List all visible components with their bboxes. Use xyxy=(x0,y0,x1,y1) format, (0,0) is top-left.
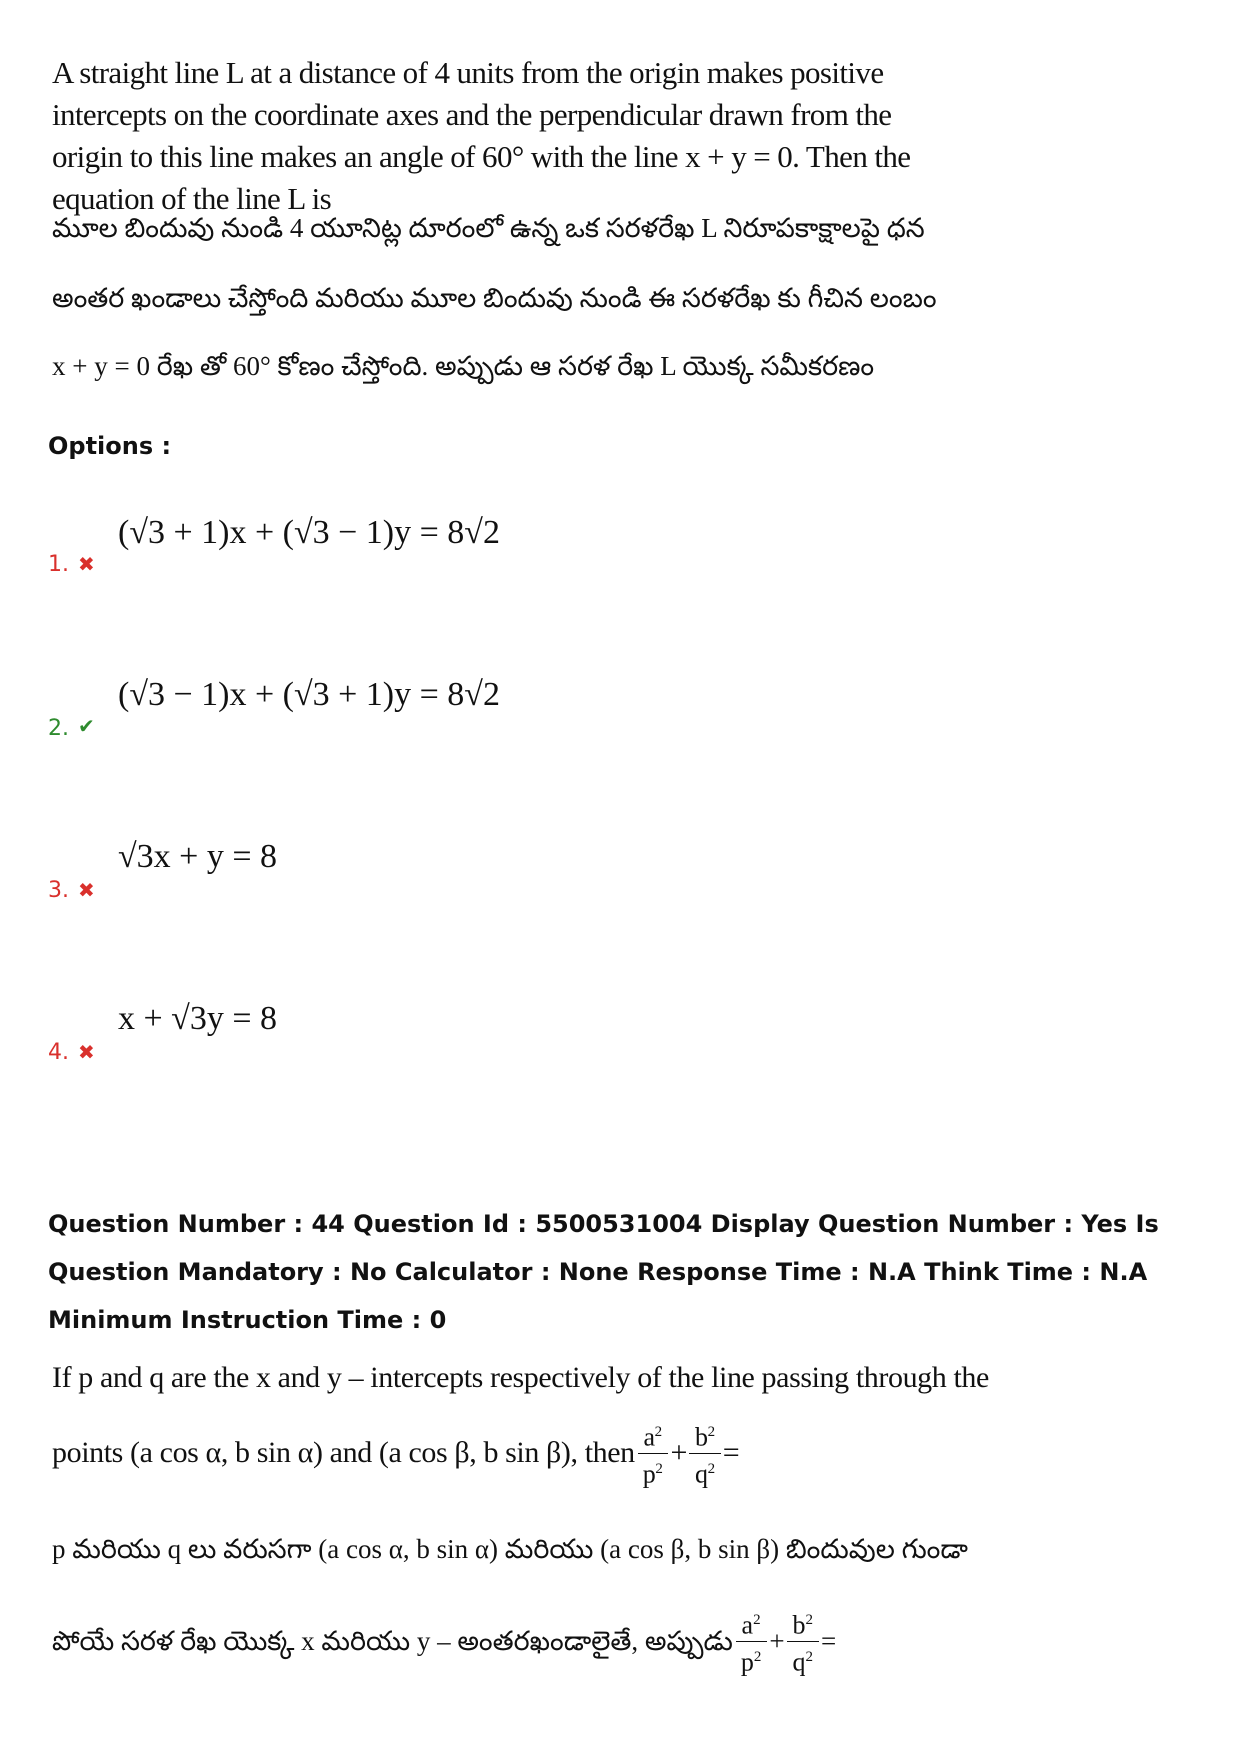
option-number: 2. xyxy=(48,716,69,741)
option-number: 3. xyxy=(48,878,69,903)
cross-icon: ✖ xyxy=(78,1042,95,1064)
question-44-english-line-1: If p and q are the x and y – intercepts respectively of the line passing through the xyxy=(52,1361,989,1394)
question-44-telugu-line-1: p మరియు q లు వరుసగా (a cos α, b sin α) మరియు (a cos β, b sin β) బిందువుల గుండా xyxy=(52,1534,968,1564)
question-44-meta: Question Number : 44 Question Id : 5500531004 Display Question Number : Yes Is Question Mandatory : No Calculator : None Response Time : N.A Think Time : N.A Minimum Instruction Time : 0 xyxy=(48,1210,1159,1334)
check-icon: ✔ xyxy=(78,716,95,738)
option-equation: x + √3y = 8 xyxy=(118,1000,278,1037)
option-equation: (√3 + 1)x + (√3 − 1)y = 8√2 xyxy=(118,514,500,551)
equals-sign: = xyxy=(722,1436,740,1469)
option-equation: (√3 − 1)x + (√3 + 1)y = 8√2 xyxy=(118,676,500,713)
question-44-points-text: points (a cos α, b sin α) and (a cos β, b sin β), then xyxy=(52,1436,635,1469)
plus-sign: + xyxy=(769,1626,785,1656)
question-44-telugu-text: పోయే సరళ రేఖ యొక్క x మరియు y – అంతరఖండాలైతే, అప్పుడు xyxy=(52,1626,733,1656)
question-44-telugu-line-2 xyxy=(52,1598,1052,1684)
cross-icon: ✖ xyxy=(78,554,95,576)
fraction-a2-p2-telugu: $\frac{a^2}{p^2}$ xyxy=(735,1605,768,1677)
question-43-telugu-line-2: అంతర ఖండాలు చేస్తోంది మరియు మూల బిందువు నుండి ఈ సరళరేఖ కు గీచిన లంబం xyxy=(52,283,937,313)
question-43-telugu-line-1: మూల బిందువు నుండి 4 యూనిట్ల దూరంలో ఉన్న ఒక సరళరేఖ L నిరూపకాక్షాలపై ధన xyxy=(52,213,925,243)
option-3 xyxy=(48,838,748,928)
options-label: Options : xyxy=(48,432,172,460)
option-1 xyxy=(48,510,748,600)
fraction-b2-q2: $\frac{b^2}{q^2}$ xyxy=(689,1417,721,1489)
question-44-english-line-2 xyxy=(52,1410,1052,1496)
option-equation: √3x + y = 8 xyxy=(118,838,278,875)
question-43-english: A straight line L at a distance of 4 units from the origin makes positive intercepts on the coordinate axes and the perpendicular drawn from the origin to this line makes an angle of 60° with the line x + y = 0. Then the equation of the line L is xyxy=(52,55,911,216)
plus-sign: + xyxy=(670,1436,688,1469)
equals-sign: = xyxy=(821,1626,837,1656)
fraction-a2-p2: $\frac{a^2}{p^2}$ xyxy=(637,1417,669,1489)
cross-icon: ✖ xyxy=(78,880,95,902)
option-number: 4. xyxy=(48,1040,69,1065)
option-2 xyxy=(48,676,748,766)
fraction-b2-q2-telugu: $\frac{b^2}{q^2}$ xyxy=(787,1605,820,1677)
option-number: 1. xyxy=(48,552,69,577)
question-43-telugu-line-3: x + y = 0 రేఖ తో 60° కోణం చేస్తోంది. అప్పుడు ఆ సరళ రేఖ L యొక్క సమీకరణం xyxy=(52,351,875,381)
option-4 xyxy=(48,1000,748,1090)
